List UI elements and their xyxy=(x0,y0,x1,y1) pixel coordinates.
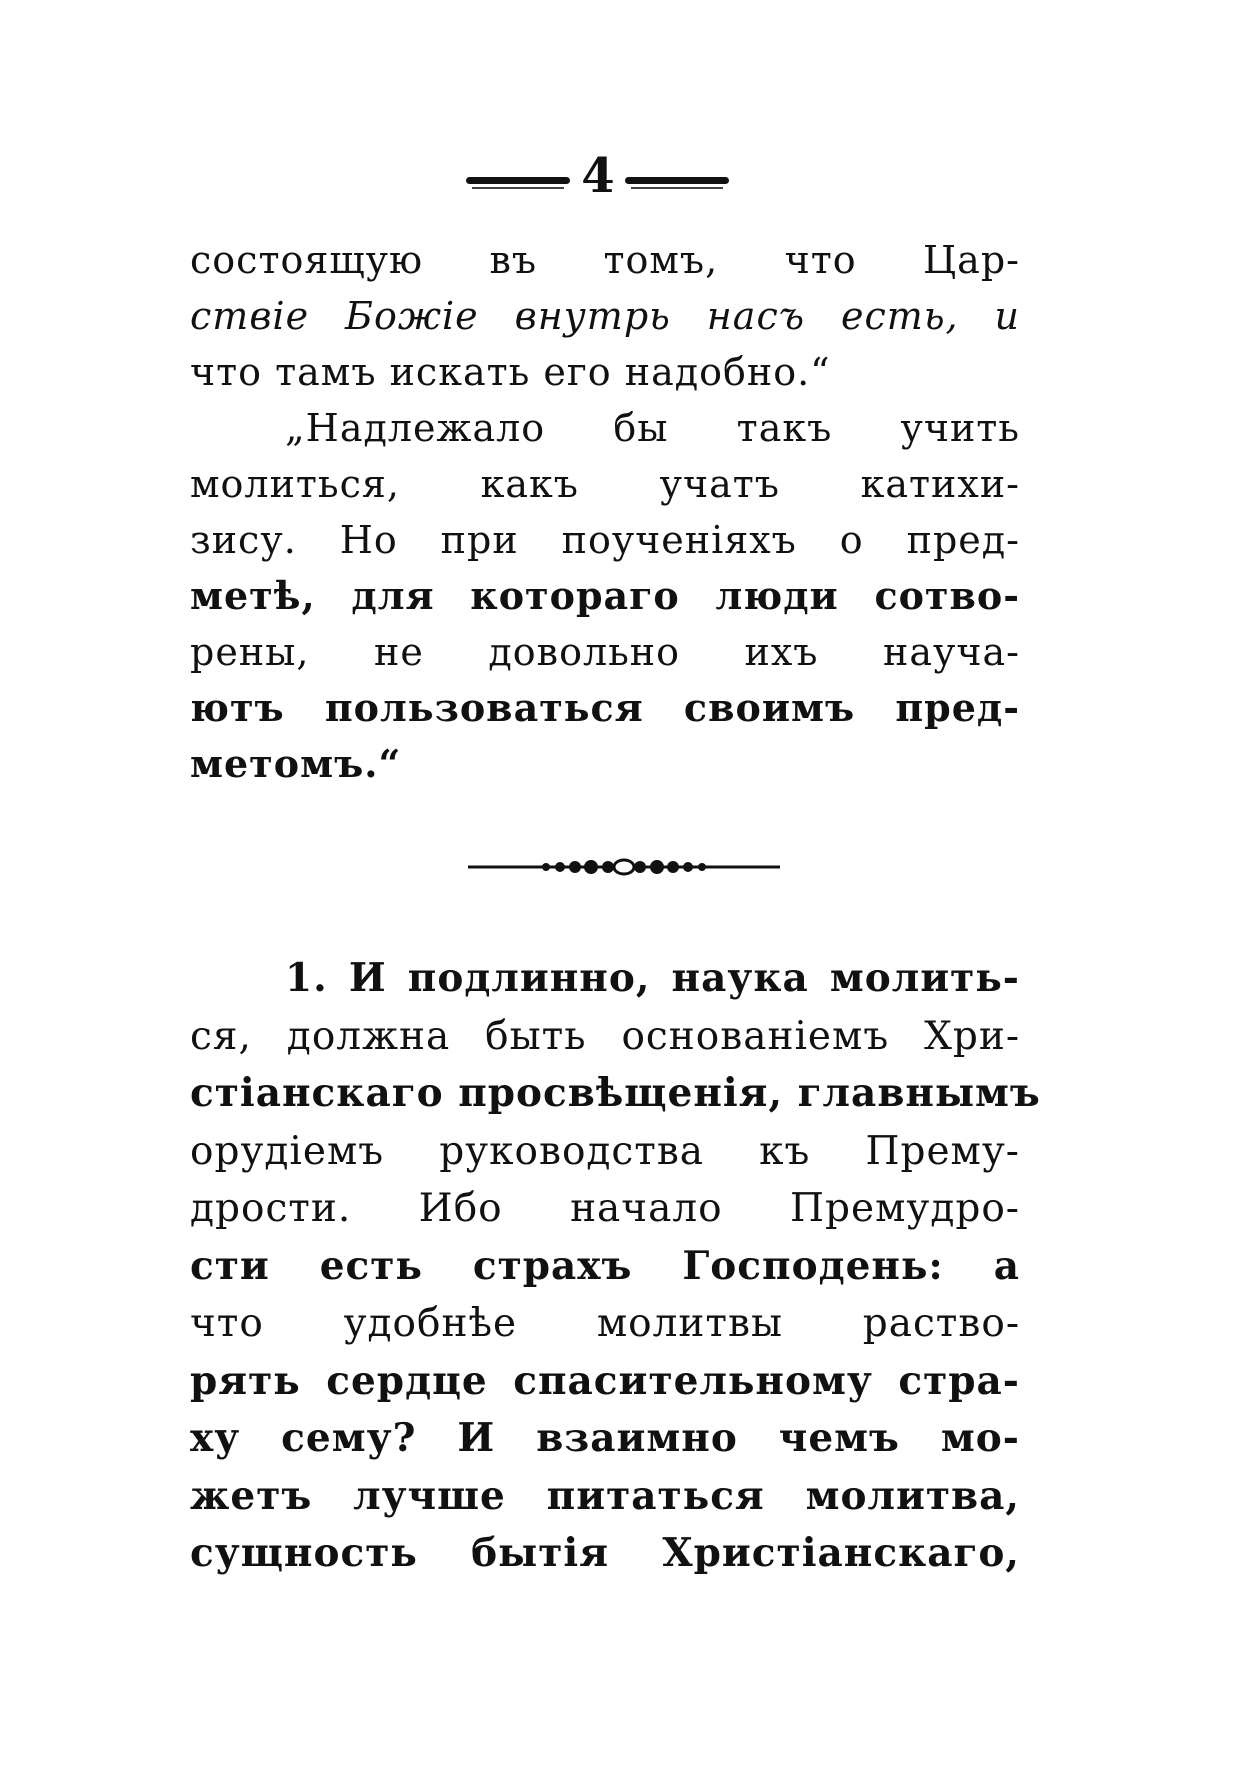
text-line: состоящую въ томъ, что Цар- xyxy=(190,238,1020,282)
text-line: что удобнѣе молитвы раство- xyxy=(190,1301,1020,1346)
text-line: зису. Но при поученіяхъ о пред- xyxy=(190,518,1020,562)
italic-quote: ствіе Божіе внутрь насъ есть, и xyxy=(190,294,1020,338)
text-line: рять сердце спасительному стра- xyxy=(190,1357,1020,1404)
text-line: „Надлежало бы такъ учить xyxy=(285,406,1020,450)
text-line: метомъ.“ xyxy=(190,741,402,786)
text-line: метѣ, для котораго люди сотво- xyxy=(190,573,1020,618)
header-rule-right xyxy=(625,177,729,184)
page-number: 4 xyxy=(581,148,615,204)
paragraph-continued xyxy=(190,232,1020,792)
ornament-icon xyxy=(468,852,780,882)
text-line: сущность бытія Христіанскаго, xyxy=(190,1530,1020,1576)
header-rule-left xyxy=(466,177,570,184)
text-line: жетъ лучше питаться молитва, xyxy=(190,1472,1020,1519)
text-line: рены, не довольно ихъ науча- xyxy=(190,630,1020,674)
ornamental-divider xyxy=(468,852,780,882)
text-line: орудіемъ руководства къ Прему- xyxy=(190,1128,1020,1174)
text-line: сти есть страхъ Господень: а xyxy=(190,1242,1020,1289)
text-line: что тамъ искать его надобно.“ xyxy=(190,350,831,394)
page-header xyxy=(460,150,730,210)
paragraph-numbered xyxy=(190,950,1041,1583)
text-line: 1. И подлинно, наука молить- xyxy=(285,955,1020,1001)
text-line-italic xyxy=(190,288,1020,344)
text-line: ху сему? И взаимно чемъ мо- xyxy=(190,1415,1020,1461)
text-line: стіанскаго просвѣщенія, главнымъ xyxy=(190,1070,1041,1116)
text-line: молиться, какъ учатъ катихи- xyxy=(190,462,1020,506)
text-line: ся, должна быть основаніемъ Хри- xyxy=(190,1013,1020,1059)
text-line: ютъ пользоваться своимъ пред- xyxy=(190,685,1020,730)
text-line: дрости. Ибо начало Премудро- xyxy=(190,1186,1020,1231)
